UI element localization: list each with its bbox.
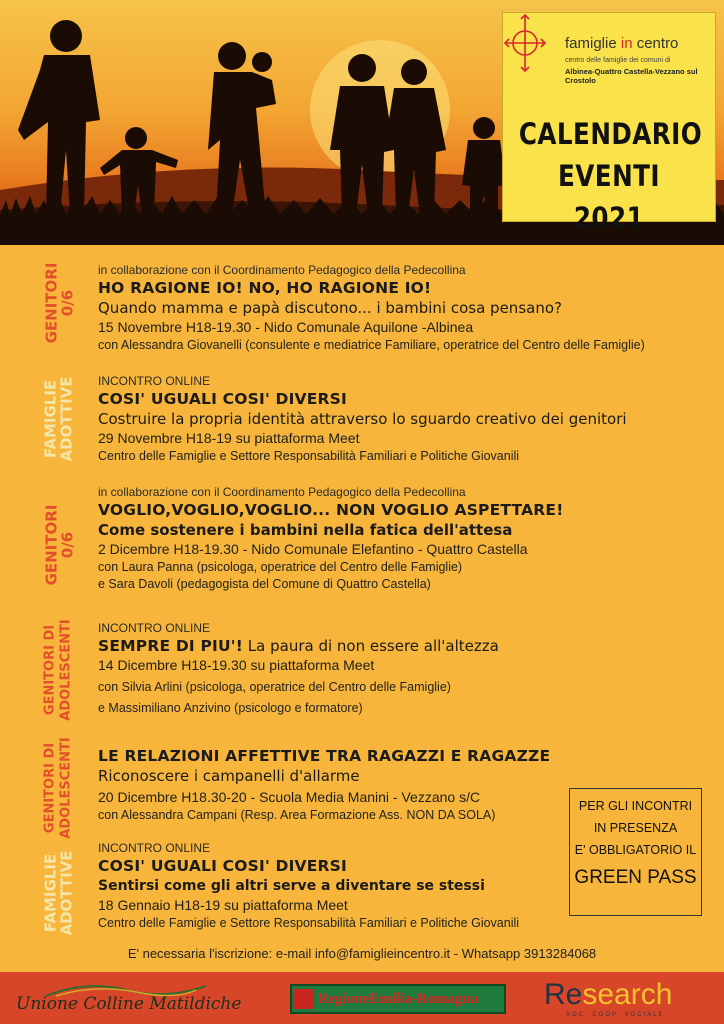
- event-2-subtitle: Costruire la propria identità attraverso lo sguardo creativo dei genitori: [98, 410, 627, 428]
- event-6-when: 18 Gennaio H18-19 su piattaforma Meet: [98, 897, 348, 913]
- page-title: CALENDARIO EVENTI 2021: [518, 117, 703, 235]
- green-pass-notice: PER GLI INCONTRI IN PRESENZA E' OBBLIGATORIO IL GREEN PASS: [569, 788, 702, 916]
- event-3-detail-2: e Sara Davoli (pedagogista del Comune di Quattro Castella): [98, 577, 431, 591]
- event-6-subtitle: Sentirsi come gli altri serve a diventare se stessi: [98, 878, 485, 894]
- event-3-pre: in collaborazione con il Coordinamento Pedagogico della Pedecollina: [98, 485, 466, 499]
- event-5-when: 20 Dicembre H18.30-20 - Scuola Media Manini - Vezzano s/C: [98, 789, 481, 805]
- event-6-detail: Centro delle Famiglie e Settore Responsabilità Familiari e Politiche Giovanili: [98, 916, 520, 930]
- event-3-subtitle: Come sostenere i bambini nella fatica dell'attesa: [98, 521, 513, 539]
- event-1: [98, 262, 708, 354]
- event-5-title: LE RELAZIONI AFFETTIVE TRA RAGAZZI E RAGAZZE: [98, 747, 551, 765]
- event-3: [98, 484, 708, 593]
- event-4: [98, 620, 708, 717]
- event-1-detail: con Alessandra Giovanelli (consulente e mediatrice Familiare, operatrice del Centro delle Famiglie): [98, 338, 645, 352]
- event-4-detail-2: e Massimiliano Anzivino (psicologo e formatore): [98, 701, 363, 715]
- regione-logo: RegioneEmilia-Romagna: [290, 984, 506, 1014]
- compass-logo-icon: [503, 13, 547, 73]
- event-1-category: GENITORI 0/6: [42, 262, 76, 344]
- event-2-detail: Centro delle Famiglie e Settore Responsabilità Familiari e Politiche Giovanili: [98, 449, 520, 463]
- research-logo-sub: SOC. COOP. SOCIALE: [566, 1012, 665, 1018]
- event-4-detail-1: con Silvia Arlini (psicologa, operatrice del Centro delle Famiglie): [98, 680, 451, 694]
- event-2-title: COSI' UGUALI COSI' DIVERSI: [98, 390, 347, 408]
- event-6: [98, 840, 558, 932]
- event-4-heading: SEMPRE DI PIU'! La paura di non essere all'altezza: [98, 637, 499, 655]
- logo-towns: Albinea-Quattro Castella-Vezzano sul Crostolo: [565, 67, 698, 85]
- event-6-pre: INCONTRO ONLINE: [98, 841, 211, 855]
- event-1-pre: in collaborazione con il Coordinamento Pedagogico della Pedecollina: [98, 263, 466, 277]
- event-5-detail: con Alessandra Campani (Resp. Area Formazione Ass. NON DA SOLA): [98, 808, 496, 822]
- event-3-category: GENITORI 0/6: [42, 504, 76, 586]
- unione-colline-logo: Unione Colline Matildiche: [16, 994, 242, 1014]
- event-1-title: HO RAGIONE IO! NO, HO RAGIONE IO!: [98, 279, 432, 297]
- event-3-when: 2 Dicembre H18-19.30 - Nido Comunale Elefantino - Quattro Castella: [98, 541, 528, 557]
- event-2-category: FAMIGLIE ADOTTIVE: [42, 376, 76, 462]
- event-1-subtitle: Quando mamma e papà discutono... i bambini cosa pensano?: [98, 299, 562, 317]
- event-2: [98, 373, 708, 465]
- logo-brand: famiglie in centro: [565, 35, 679, 52]
- event-2-pre: INCONTRO ONLINE: [98, 374, 211, 388]
- event-6-category: FAMIGLIE ADOTTIVE: [42, 850, 76, 936]
- event-3-title: VOGLIO,VOGLIO,VOGLIO... NON VOGLIO ASPETTARE!: [98, 501, 564, 519]
- event-5-subtitle: Riconoscere i campanelli d'allarme: [98, 767, 360, 785]
- logo-subtitle: centro delle famiglie dei comuni di: [565, 57, 671, 64]
- registration-info: E' necessaria l'iscrizione: e-mail info@famiglieincentro.it - Whatsapp 3913284068: [127, 946, 597, 961]
- logo-card: [502, 12, 716, 235]
- event-3-detail-1: con Laura Panna (psicologa, operatrice del Centro delle Famiglie): [98, 560, 463, 574]
- event-2-when: 29 Novembre H18-19 su piattaforma Meet: [98, 430, 360, 446]
- event-6-title: COSI' UGUALI COSI' DIVERSI: [98, 857, 347, 875]
- event-4-category: GENITORI DI ADOLESCENTI: [43, 619, 74, 721]
- event-4-pre: INCONTRO ONLINE: [98, 621, 211, 635]
- event-5-category: GENITORI DI ADOLESCENTI: [43, 737, 74, 839]
- research-logo: Research: [544, 978, 673, 1011]
- event-4-when: 14 Dicembre H18-19.30 su piattaforma Meet: [98, 657, 375, 673]
- hero-banner: [0, 0, 724, 245]
- footer-sponsors: [0, 972, 724, 1024]
- event-1-when: 15 Novembre H18-19.30 - Nido Comunale Aquilone -Albinea: [98, 319, 474, 335]
